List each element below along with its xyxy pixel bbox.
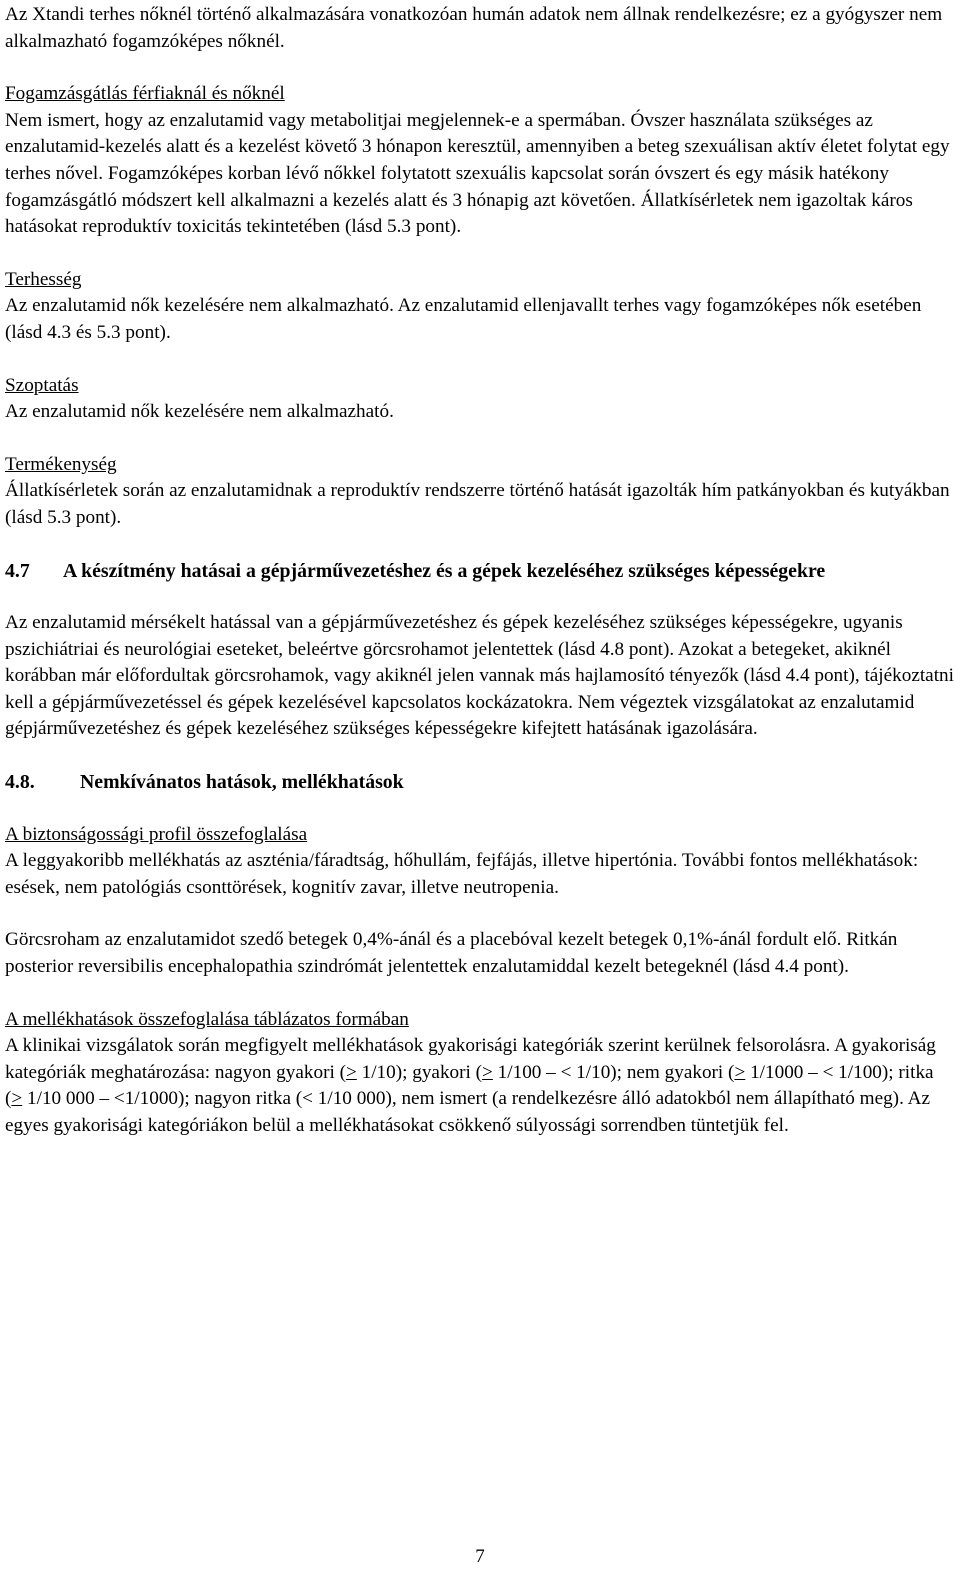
adverse-table-paragraph [5, 1033, 955, 1139]
breastfeeding-heading: Szoptatás [5, 374, 79, 396]
text-run: 1/10 000 – <1/1000); nagyon ritka (< 1/10 000), nem ismert (a rendelkezésre álló adatokból nem állapítható meg). Az egyes gyakorisági kategóriákon belül a mellékhatásokat csökkenő súlyossági sorrendben tüntetjük fel. [5, 1088, 930, 1136]
pregnancy-paragraph: Az enzalutamid nők kezelésére nem alkalmazható. Az enzalutamid ellenjavallt terhes vagy fogamzóképes nők esetében (lásd 4.3 és 5.3 pont). [5, 295, 922, 343]
spacer [5, 532, 955, 558]
breastfeeding-paragraph: Az enzalutamid nők kezelésére nem alkalmazható. [5, 401, 394, 423]
safety-profile-paragraph: A leggyakoribb mellékhatás az aszténia/fáradtság, hőhullám, fejfájás, illetve hipertónia. További fontos mellékhatások: esések, nem patológiás csonttörések, kognitív zavar, illetve neutropenia. [5, 850, 919, 898]
greater-equal-symbol: > [734, 1061, 746, 1083]
spacer [5, 796, 955, 822]
spacer [5, 981, 955, 1007]
text-run: 1/100 – < 1/10); nem gyakori ( [492, 1061, 735, 1083]
text-run: 1/1000 – < 1/100); ritka ( [5, 1061, 934, 1110]
contraception-heading: Fogamzásgátlás férfiaknál és nőknél [5, 83, 285, 105]
safety-profile-heading: A biztonságossági profil összefoglalása [5, 823, 308, 845]
section-4-8-title: Nemkívánatos hatások, mellékhatások [80, 771, 404, 794]
section-4-7-number: 4.7 [5, 559, 30, 582]
text-run: A klinikai vizsgálatok során megfigyelt mellékhatások gyakorisági kategóriák szerint kerülnek felsorolásra. A gyakoriság kategóriák meghatározása: nagyon gyakori ( [5, 1035, 936, 1083]
greater-equal-symbol: > [11, 1088, 23, 1110]
page-number: 7 [475, 1546, 485, 1567]
spacer [5, 743, 955, 769]
fertility-heading: Termékenység [5, 453, 117, 475]
adverse-table-heading: A mellékhatások összefoglalása táblázatos formában [5, 1008, 409, 1030]
spacer [5, 241, 955, 267]
intro-paragraph: Az Xtandi terhes nőknél történő alkalmazására vonatkozóan humán adatok nem állnak rendelkezésre; ez a gyógyszer nem alkalmazható fogamzóképes nőknél. [5, 4, 943, 52]
pregnancy-heading: Terhesség [5, 268, 82, 290]
spacer [5, 426, 955, 452]
section-4-7-heading [5, 558, 955, 585]
text-run: 1/10); gyakori ( [356, 1061, 483, 1083]
section-4-7-title: A készítmény hatásai a gépjárművezetéshez és a gépek kezeléséhez szükséges képességekre [63, 559, 826, 582]
greater-equal-symbol: > [345, 1061, 357, 1083]
spacer [5, 584, 955, 610]
section-4-7-paragraph: Az enzalutamid mérsékelt hatással van a gépjárművezetéshez és gépek kezeléséhez szükséges képességekre, ugyanis pszichiátriai és neurológiai eseteket, beleértve görcsrohamot jelentettek (lásd 4.8 pont). Azokat a betegeket, akiknél korábban már előfordultak görcsrohamok, vagy akiknél jelen vannak más hajlamosító tényezők (lásd 4.4 pont), tájékoztatni kell a gépjárművezetéssel és gépek kezelésével kapcsolatos kockázatokra. Nem végeztek vizsgálatokat az enzalutamid gépjárművezetéshez és gépek kezeléséhez szükséges képességekre kifejtett hatásának igazolására. [5, 612, 954, 740]
seizure-paragraph: Görcsroham az enzalutamidot szedő betegek 0,4%-ánál és a placebóval kezelt betegek 0,1%-ánál fordult elő. Ritkán posterior reversibilis encephalopathia szindrómát jelentettek enzalutamiddal kezelt betegeknél (lásd 4.4 pont). [5, 929, 898, 978]
fertility-paragraph: Állatkísérletek során az enzalutamidnak a reproduktív rendszerre történő hatását igazolták hím patkányokban és kutyákban (lásd 5.3 pont). [5, 480, 950, 528]
section-4-8-heading [5, 769, 955, 796]
document-page [5, 2, 955, 1140]
spacer [5, 901, 955, 927]
section-4-8-number: 4.8. [5, 771, 35, 794]
contraception-paragraph: Nem ismert, hogy az enzalutamid vagy metabolitjai megjelennek-e a spermában. Óvszer használata szükséges az enzalutamid-kezelés alatt és a kezelést követő 3 hónapon keresztül, amennyiben a beteg szexuálisan aktív életet folytat egy terhes nővel. Fogamzóképes korban lévő nőkkel folytatott szexuális kapcsolat során óvszert és egy másik hatékony fogamzásgátló módszert kell alkalmazni a kezelés alatt és 3 hónapig azt követően. Állatkísérletek nem igazoltak káros hatásokat reproduktív toxicitás tekintetében (lásd 5.3 pont). [5, 109, 950, 238]
spacer [5, 347, 955, 373]
greater-equal-symbol: > [482, 1061, 493, 1083]
spacer [5, 55, 955, 81]
